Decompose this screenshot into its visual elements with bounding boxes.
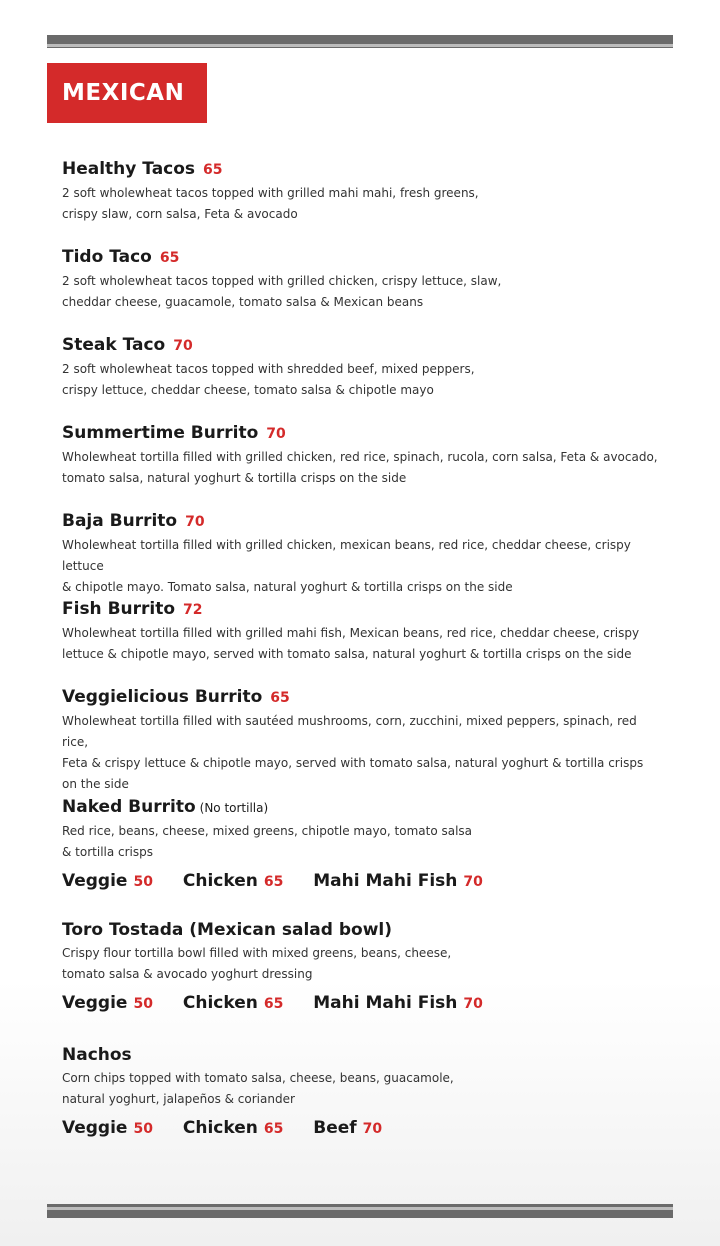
- item-name: Tido Taco: [62, 247, 152, 267]
- item-desc-line: 2 soft wholewheat tacos topped with grilled mahi mahi, fresh greens,: [62, 186, 479, 200]
- item-desc-line: Wholewheat tortilla filled with grilled chicken, red rice, spinach, rucola, corn salsa, Feta & avocado,: [62, 450, 658, 464]
- option-price: 70: [463, 874, 483, 890]
- option-price: 65: [263, 996, 284, 1012]
- menu-item-steak-taco: [62, 334, 662, 401]
- option-veggie: [62, 871, 153, 891]
- bottom-brush-stripe: [47, 1204, 673, 1218]
- option-label: Mahi Mahi Fish: [313, 993, 458, 1013]
- item-price: 70: [173, 338, 193, 354]
- option-chicken: [183, 993, 283, 1013]
- menu-item-baja-burrito: [62, 510, 662, 598]
- item-name: Naked Burrito: [62, 797, 196, 817]
- menu-item-nachos: [62, 1044, 662, 1138]
- item-desc-line: Feta & crispy lettuce & chipotle mayo, served with tomato salsa, natural yoghurt & tortilla crisps: [62, 756, 644, 770]
- option-label: Chicken: [182, 993, 258, 1013]
- item-desc-line: lettuce & chipotle mayo, served with tomato salsa, natural yoghurt & tortilla crisps on the side: [62, 647, 632, 661]
- item-price: 70: [266, 426, 286, 442]
- menu-item-tido-taco: [62, 246, 662, 313]
- menu-item-toro-tostada: [62, 919, 662, 1013]
- option-label: Chicken: [182, 871, 258, 891]
- item-name: Steak Taco: [62, 335, 166, 355]
- item-desc-line: Wholewheat tortilla filled with grilled mahi fish, Mexican beans, red rice, cheddar cheese, crispy: [62, 626, 640, 640]
- item-desc-line: crispy slaw, corn salsa, Feta & avocado: [62, 207, 298, 221]
- item-desc-line: Red rice, beans, cheese, mixed greens, chipotle mayo, tomato salsa: [62, 824, 473, 838]
- item-desc-line: 2 soft wholewheat tacos topped with grilled chicken, crispy lettuce, slaw,: [62, 274, 502, 288]
- item-desc-line: Wholewheat tortilla filled with sautéed mushrooms, corn, zucchini, mixed peppers, spinach, red rice,: [62, 714, 637, 749]
- menu-item-summertime-burrito: [62, 422, 662, 489]
- item-options: [62, 871, 662, 891]
- item-desc-line: & tortilla crisps: [62, 845, 154, 859]
- option-label: Mahi Mahi Fish: [313, 871, 458, 891]
- option-label: Veggie: [62, 993, 128, 1013]
- item-price: 70: [185, 514, 205, 530]
- item-desc-line: tomato salsa & avocado yoghurt dressing: [62, 967, 313, 981]
- option-price: 70: [362, 1121, 383, 1137]
- item-options: [62, 1118, 662, 1138]
- item-price: 65: [270, 690, 290, 706]
- item-name: Summertime Burrito: [62, 423, 259, 443]
- menu-item-fish-burrito: [62, 598, 662, 665]
- item-name: Toro Tostada (Mexican salad bowl): [62, 920, 392, 940]
- item-price: 65: [159, 250, 180, 266]
- option-label: Chicken: [182, 1118, 258, 1138]
- item-desc-line: tomato salsa, natural yoghurt & tortilla crisps on the side: [62, 471, 407, 485]
- option-veggie: [62, 1118, 153, 1138]
- item-desc-line: cheddar cheese, guacamole, tomato salsa & Mexican beans: [62, 295, 424, 309]
- option-label: Beef: [313, 1118, 357, 1138]
- option-mahi-mahi-fish: [313, 993, 483, 1013]
- item-price: 65: [203, 162, 223, 178]
- category-title: MEXICAN: [62, 80, 185, 106]
- top-brush-stripe: [47, 35, 673, 48]
- item-name: Healthy Tacos: [62, 159, 196, 179]
- menu-item-healthy-tacos: [62, 158, 662, 225]
- option-beef: [313, 1118, 382, 1138]
- item-name: Baja Burrito: [62, 511, 178, 531]
- item-desc-line: natural yoghurt, jalapeños & coriander: [62, 1092, 295, 1106]
- item-name: Nachos: [62, 1045, 132, 1065]
- option-price: 50: [133, 996, 153, 1012]
- option-label: Veggie: [62, 1118, 128, 1138]
- item-desc-line: 2 soft wholewheat tacos topped with shredded beef, mixed peppers,: [62, 362, 475, 376]
- category-banner: [47, 63, 207, 123]
- option-mahi-mahi-fish: [313, 871, 483, 891]
- item-name: Veggielicious Burrito: [62, 687, 263, 707]
- option-price: 65: [263, 874, 284, 890]
- item-price: 72: [183, 602, 203, 618]
- item-desc-line: Crispy flour tortilla bowl filled with mixed greens, beans, cheese,: [62, 946, 452, 960]
- item-options: [62, 993, 662, 1013]
- option-price: 50: [133, 874, 153, 890]
- option-label: Veggie: [62, 871, 128, 891]
- option-chicken: [183, 871, 283, 891]
- menu-item-veggielicious-burrito: [62, 686, 662, 795]
- item-desc-line: Corn chips topped with tomato salsa, cheese, beans, guacamole,: [62, 1071, 454, 1085]
- menu-item-naked-burrito: [62, 796, 662, 891]
- item-name: Fish Burrito: [62, 599, 176, 619]
- item-desc-line: & chipotle mayo. Tomato salsa, natural yoghurt & tortilla crisps on the side: [62, 580, 513, 594]
- item-desc-line: crispy lettuce, cheddar cheese, tomato salsa & chipotle mayo: [62, 383, 434, 397]
- item-note: (No tortilla): [199, 801, 269, 815]
- item-desc-line: Wholewheat tortilla filled with grilled chicken, mexican beans, red rice, cheddar cheese, crispy lettuce: [62, 538, 631, 573]
- option-veggie: [62, 993, 153, 1013]
- option-price: 50: [133, 1121, 153, 1137]
- item-desc-line: on the side: [62, 777, 129, 791]
- option-price: 70: [463, 996, 483, 1012]
- option-chicken: [183, 1118, 283, 1138]
- option-price: 65: [263, 1121, 284, 1137]
